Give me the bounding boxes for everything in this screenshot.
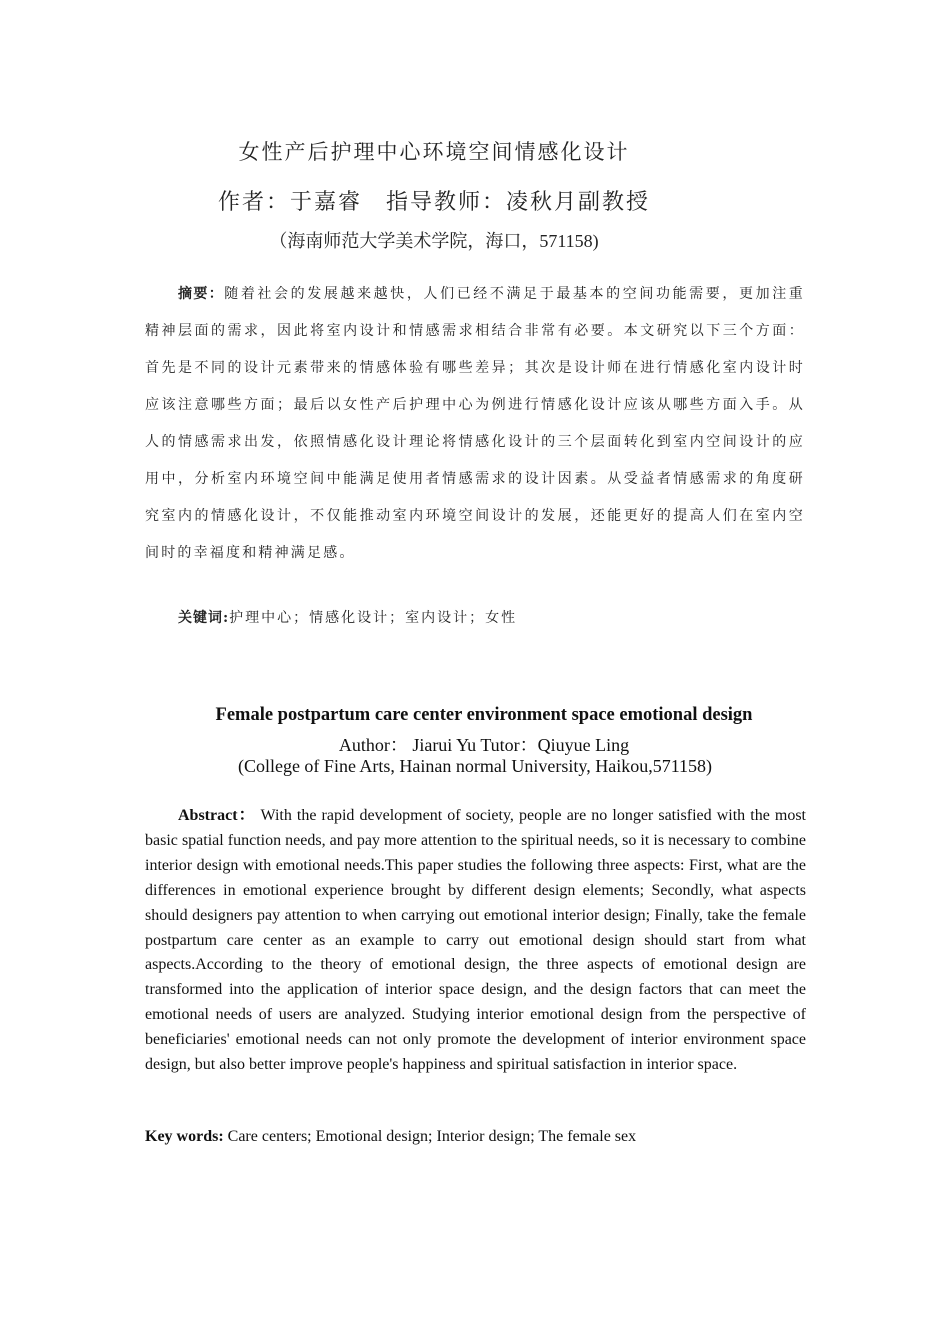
english-title: Female postpartum care center environment space emotional design <box>215 705 753 725</box>
english-keywords-label: Key words: <box>145 1128 224 1145</box>
chinese-title: 女性产后护理中心环境空间情感化设计 <box>238 140 630 164</box>
english-author: Author： Jiarui Yu Tutor：Qiuyue Ling <box>338 735 630 755</box>
chinese-keywords-label: 关键词: <box>178 610 230 626</box>
english-abstract <box>145 804 806 1078</box>
english-abstract-label: Abstract： <box>178 807 256 824</box>
english-keywords <box>145 1128 806 1146</box>
chinese-keywords-text: 护理中心；情感化设计；室内设计；女性 <box>229 610 518 626</box>
english-keywords-text: Care centers; Emotional design; Interior design; The female sex <box>223 1128 637 1145</box>
chinese-keywords <box>178 607 798 627</box>
chinese-abstract-label: 摘要： <box>178 286 225 302</box>
english-affiliation: (College of Fine Arts, Hainan normal University, Haikou,571158) <box>237 756 713 776</box>
chinese-abstract-text: 随着社会的发展越来越快，人们已经不满足于最基本的空间功能需要，更加注重精神层面的需求，因此将室内设计和情感需求相结合非常有必要。本文研究以下三个方面：首先是不同的设计元素带来的情感体验有哪些差异；其次是设计师在进行情感化室内设计时应该注意哪些方面；最后以女性产后护理中心为例进行情感化设计应该从哪些方面入手。从人的情感需求出发，依照情感化设计理论将情感化设计的三个层面转化到室内空间设计的应用中，分析室内环境空间中能满足使用者情感需求的设计因素。从受益者情感需求的角度研究室内的情感化设计，不仅能推动室内环境空间设计的发展，还能更好的提高人们在室内空间时的幸福度和精神满足感。 <box>145 286 806 561</box>
chinese-affiliation: （海南师范大学美术学院，海口，571158) <box>269 231 599 251</box>
chinese-authors: 作者：于嘉睿 指导教师：凌秋月副教授 <box>217 190 650 215</box>
chinese-abstract <box>145 276 805 572</box>
english-abstract-text: With the rapid development of society, people are no longer satisfied with the most basic spatial function needs, and pay more attention to the spiritual needs, so it is necessary to combine interior design with emotional needs.This paper studies the following three aspects: First, what are the differences in emotional experience brought by different design elements; Secondly, what aspects should designers pay attention to when carrying out emotional interior design; Finally, take the female postpartum care center as an example to carry out emotional design should start from what aspects.According to the theory of emotional design, the three aspects of emotional design are transformed into the application of interior space design, and the design factors that can meet the emotional needs of users are analyzed. Studying interior emotional design from the perspective of beneficiaries' emotional needs can not only promote the development of interior environment space design, but also better improve people's happiness and spiritual satisfaction in interior space. <box>145 807 807 1074</box>
